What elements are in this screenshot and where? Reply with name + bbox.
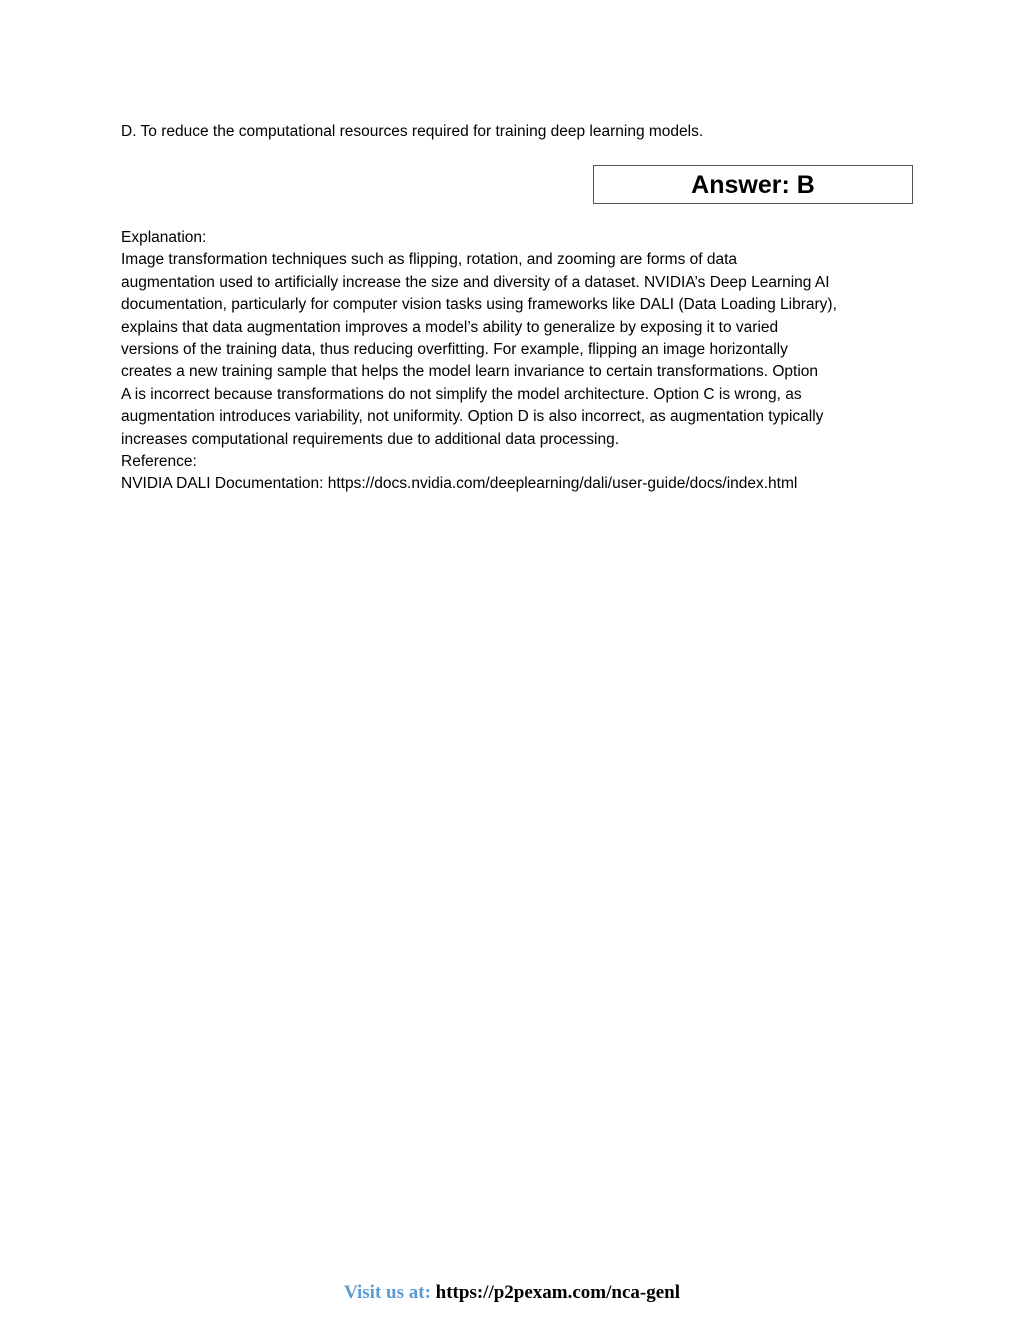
explanation-section bbox=[121, 227, 911, 496]
explanation-line: Image transformation techniques such as flipping, rotation, and zooming are forms of data bbox=[121, 251, 738, 269]
explanation-line: augmentation introduces variability, not uniformity. Option D is also incorrect, as augmentation typically bbox=[121, 408, 824, 426]
answer-label: Answer: B bbox=[691, 170, 815, 199]
explanation-line: creates a new training sample that helps the model learn invariance to certain transformations. Option bbox=[121, 363, 819, 381]
explanation-line: augmentation used to artificially increase the size and diversity of a dataset. NVIDIA’s Deep Learning AI bbox=[121, 273, 830, 291]
explanation-line: A is incorrect because transformations do not simplify the model architecture. Option C is wrong, as bbox=[121, 385, 802, 403]
reference-text: NVIDIA DALI Documentation: https://docs.nvidia.com/deeplearning/dali/user-guide/docs/index.html bbox=[121, 475, 798, 493]
footer bbox=[0, 1280, 1024, 1306]
explanation-heading: Explanation: bbox=[121, 229, 207, 246]
answer-box bbox=[593, 165, 913, 204]
reference-heading: Reference: bbox=[121, 453, 197, 471]
option-d-text: D. To reduce the computational resources required for training deep learning models. bbox=[121, 123, 704, 140]
explanation-line: documentation, particularly for computer vision tasks using frameworks like DALI (Data Loading Library), bbox=[121, 296, 837, 314]
explanation-line: increases computational requirements due to additional data processing. bbox=[121, 430, 620, 448]
footer-link[interactable]: https://p2pexam.com/nca-genl bbox=[435, 1282, 681, 1303]
explanation-line: versions of the training data, thus reducing overfitting. For example, flipping an image horizontally bbox=[121, 341, 788, 359]
explanation-line: explains that data augmentation improves a model’s ability to generalize by exposing it to varied bbox=[121, 318, 779, 336]
footer-label: Visit us at: bbox=[343, 1282, 431, 1303]
